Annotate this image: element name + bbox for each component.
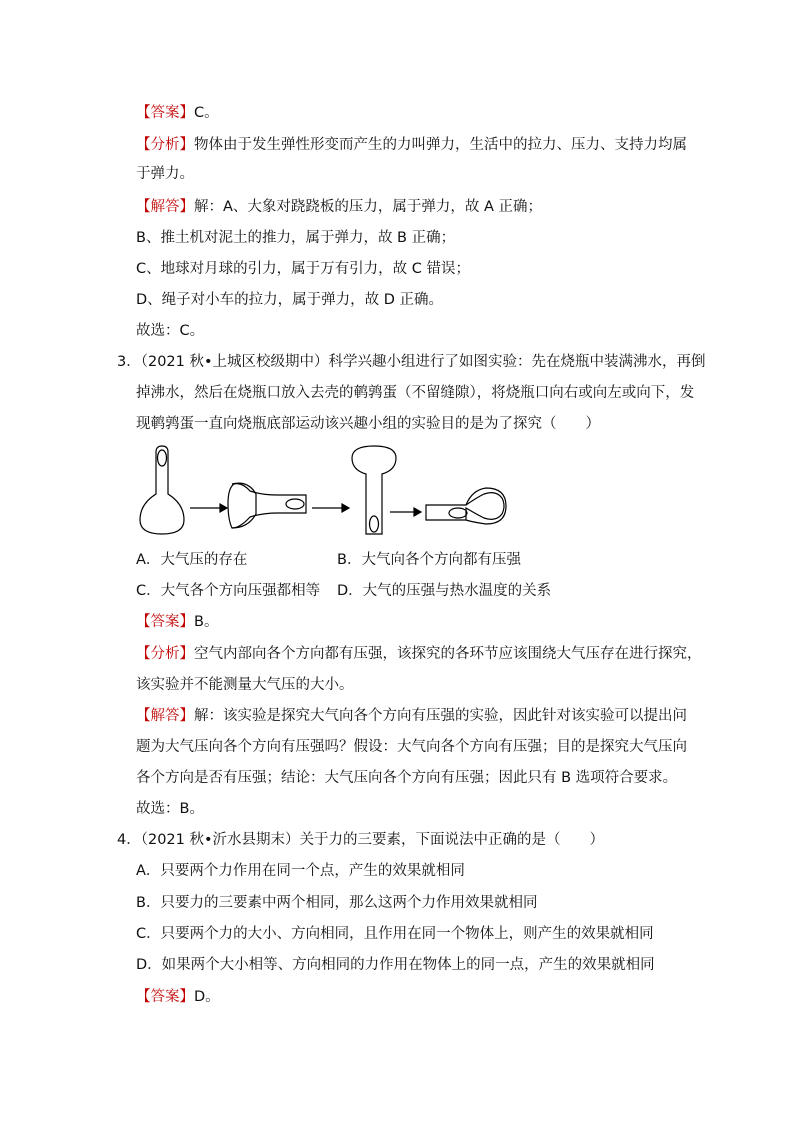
arrow-right-icon: [190, 504, 227, 512]
q3-stem-line3: 现鹌鹑蛋一直向烧瓶底部运动该兴趣小组的实验目的是为了探究（ ）: [136, 416, 600, 432]
q4-option-b: B．只要力的三要素中两个相同，那么这两个力作用效果就相同: [136, 895, 538, 911]
answer-value: D。: [194, 989, 220, 1005]
q3-answer: [136, 612, 218, 632]
q3-option-a: A．大气压的存在: [136, 552, 248, 568]
analysis-tag: 【分析】: [136, 137, 194, 153]
flask-right-icon: [228, 483, 306, 528]
q4-option-c: C．只要两个力的大小、方向相同，且作用在同一个物体上，则产生的效果就相同: [136, 926, 654, 942]
q3-stem-line2: 掉沸水，然后在烧瓶口放入去壳的鹌鹑蛋（不留缝隙），将烧瓶口向右或向左或向下，发: [136, 385, 695, 401]
solution-tag: 【解答】: [136, 199, 194, 215]
q3-solution-line1: [136, 706, 687, 726]
q2-solution-line4: D、绳子对小车的拉力，属于弹力，故 D 正确。: [136, 292, 444, 308]
q2-analysis-line2: 于弹力。: [136, 166, 194, 182]
answer-tag: 【答案】: [136, 614, 194, 630]
q2-choose: 故选：C。: [136, 323, 205, 339]
answer-tag: 【答案】: [136, 989, 194, 1005]
q4-option-d: D．如果两个大小相等、方向相同的力作用在物体上的同一点，产生的效果就相同: [136, 957, 655, 973]
answer-tag: 【答案】: [136, 105, 194, 121]
q3-analysis-line2: 该实验并不能测量大气压的大小。: [136, 677, 354, 693]
arrow-right-icon: [390, 508, 421, 516]
q4-option-a: A．只要两个力作用在同一个点，产生的效果就相同: [136, 863, 465, 879]
solution-tag: 【解答】: [136, 708, 194, 724]
q4-answer: [136, 987, 220, 1007]
q3-option-b: B．大气向各个方向都有压强: [337, 552, 521, 568]
analysis-tag: 【分析】: [136, 646, 194, 662]
q3-choose: 故选：B。: [136, 801, 204, 817]
q2-solution-line2: B、推土机对泥土的推力，属于弹力，故 B 正确；: [136, 230, 456, 246]
answer-value: B。: [194, 614, 219, 630]
q3-analysis-line1: [136, 644, 702, 664]
q2-answer: [136, 103, 219, 123]
q2-analysis-line1: [136, 135, 687, 155]
arrow-right-icon: [312, 504, 349, 512]
flask-upright-icon: [140, 446, 184, 534]
flask-left-icon: [426, 488, 506, 524]
flask-experiment-figure: [136, 442, 516, 542]
answer-value: C。: [194, 105, 219, 121]
solution-text: 解：该实验是探究大气向各个方向有压强的实验，因此针对该实验可以提出问: [194, 708, 687, 724]
q2-solution-line1: [136, 197, 542, 217]
q2-solution-line3: C、地球对月球的引力，属于万有引力，故 C 错误；: [136, 261, 470, 277]
q3-stem-line1: 3．（2021 秋•上城区校级期中）科学兴趣小组进行了如图实验：先在烧瓶中装满沸水，再倒: [117, 354, 706, 370]
q3-option-c: C．大气各个方向压强都相等: [136, 583, 321, 599]
flask-inverted-icon: [352, 446, 396, 534]
q3-solution-line3: 各个方向是否有压强；结论：大气压向各个方向有压强；因此只有 B 选项符合要求。: [136, 770, 678, 786]
q4-stem: 4．（2021 秋•沂水县期末）关于力的三要素，下面说法中正确的是（ ）: [117, 832, 605, 848]
q3-option-d: D．大气的压强与热水温度的关系: [337, 583, 552, 599]
solution-text: 解：A、大象对跷跷板的压力，属于弹力，故 A 正确；: [194, 199, 543, 215]
q3-solution-line2: 题为大气压向各个方向有压强吗？假设：大气向各个方向有压强；目的是探究大气压向: [136, 739, 687, 755]
analysis-text: 物体由于发生弹性形变而产生的力叫弹力，生活中的拉力、压力、支持力均属: [194, 137, 687, 153]
analysis-text: 空气内部向各个方向都有压强，该探究的各环节应该围绕大气压存在进行探究，: [194, 646, 702, 662]
